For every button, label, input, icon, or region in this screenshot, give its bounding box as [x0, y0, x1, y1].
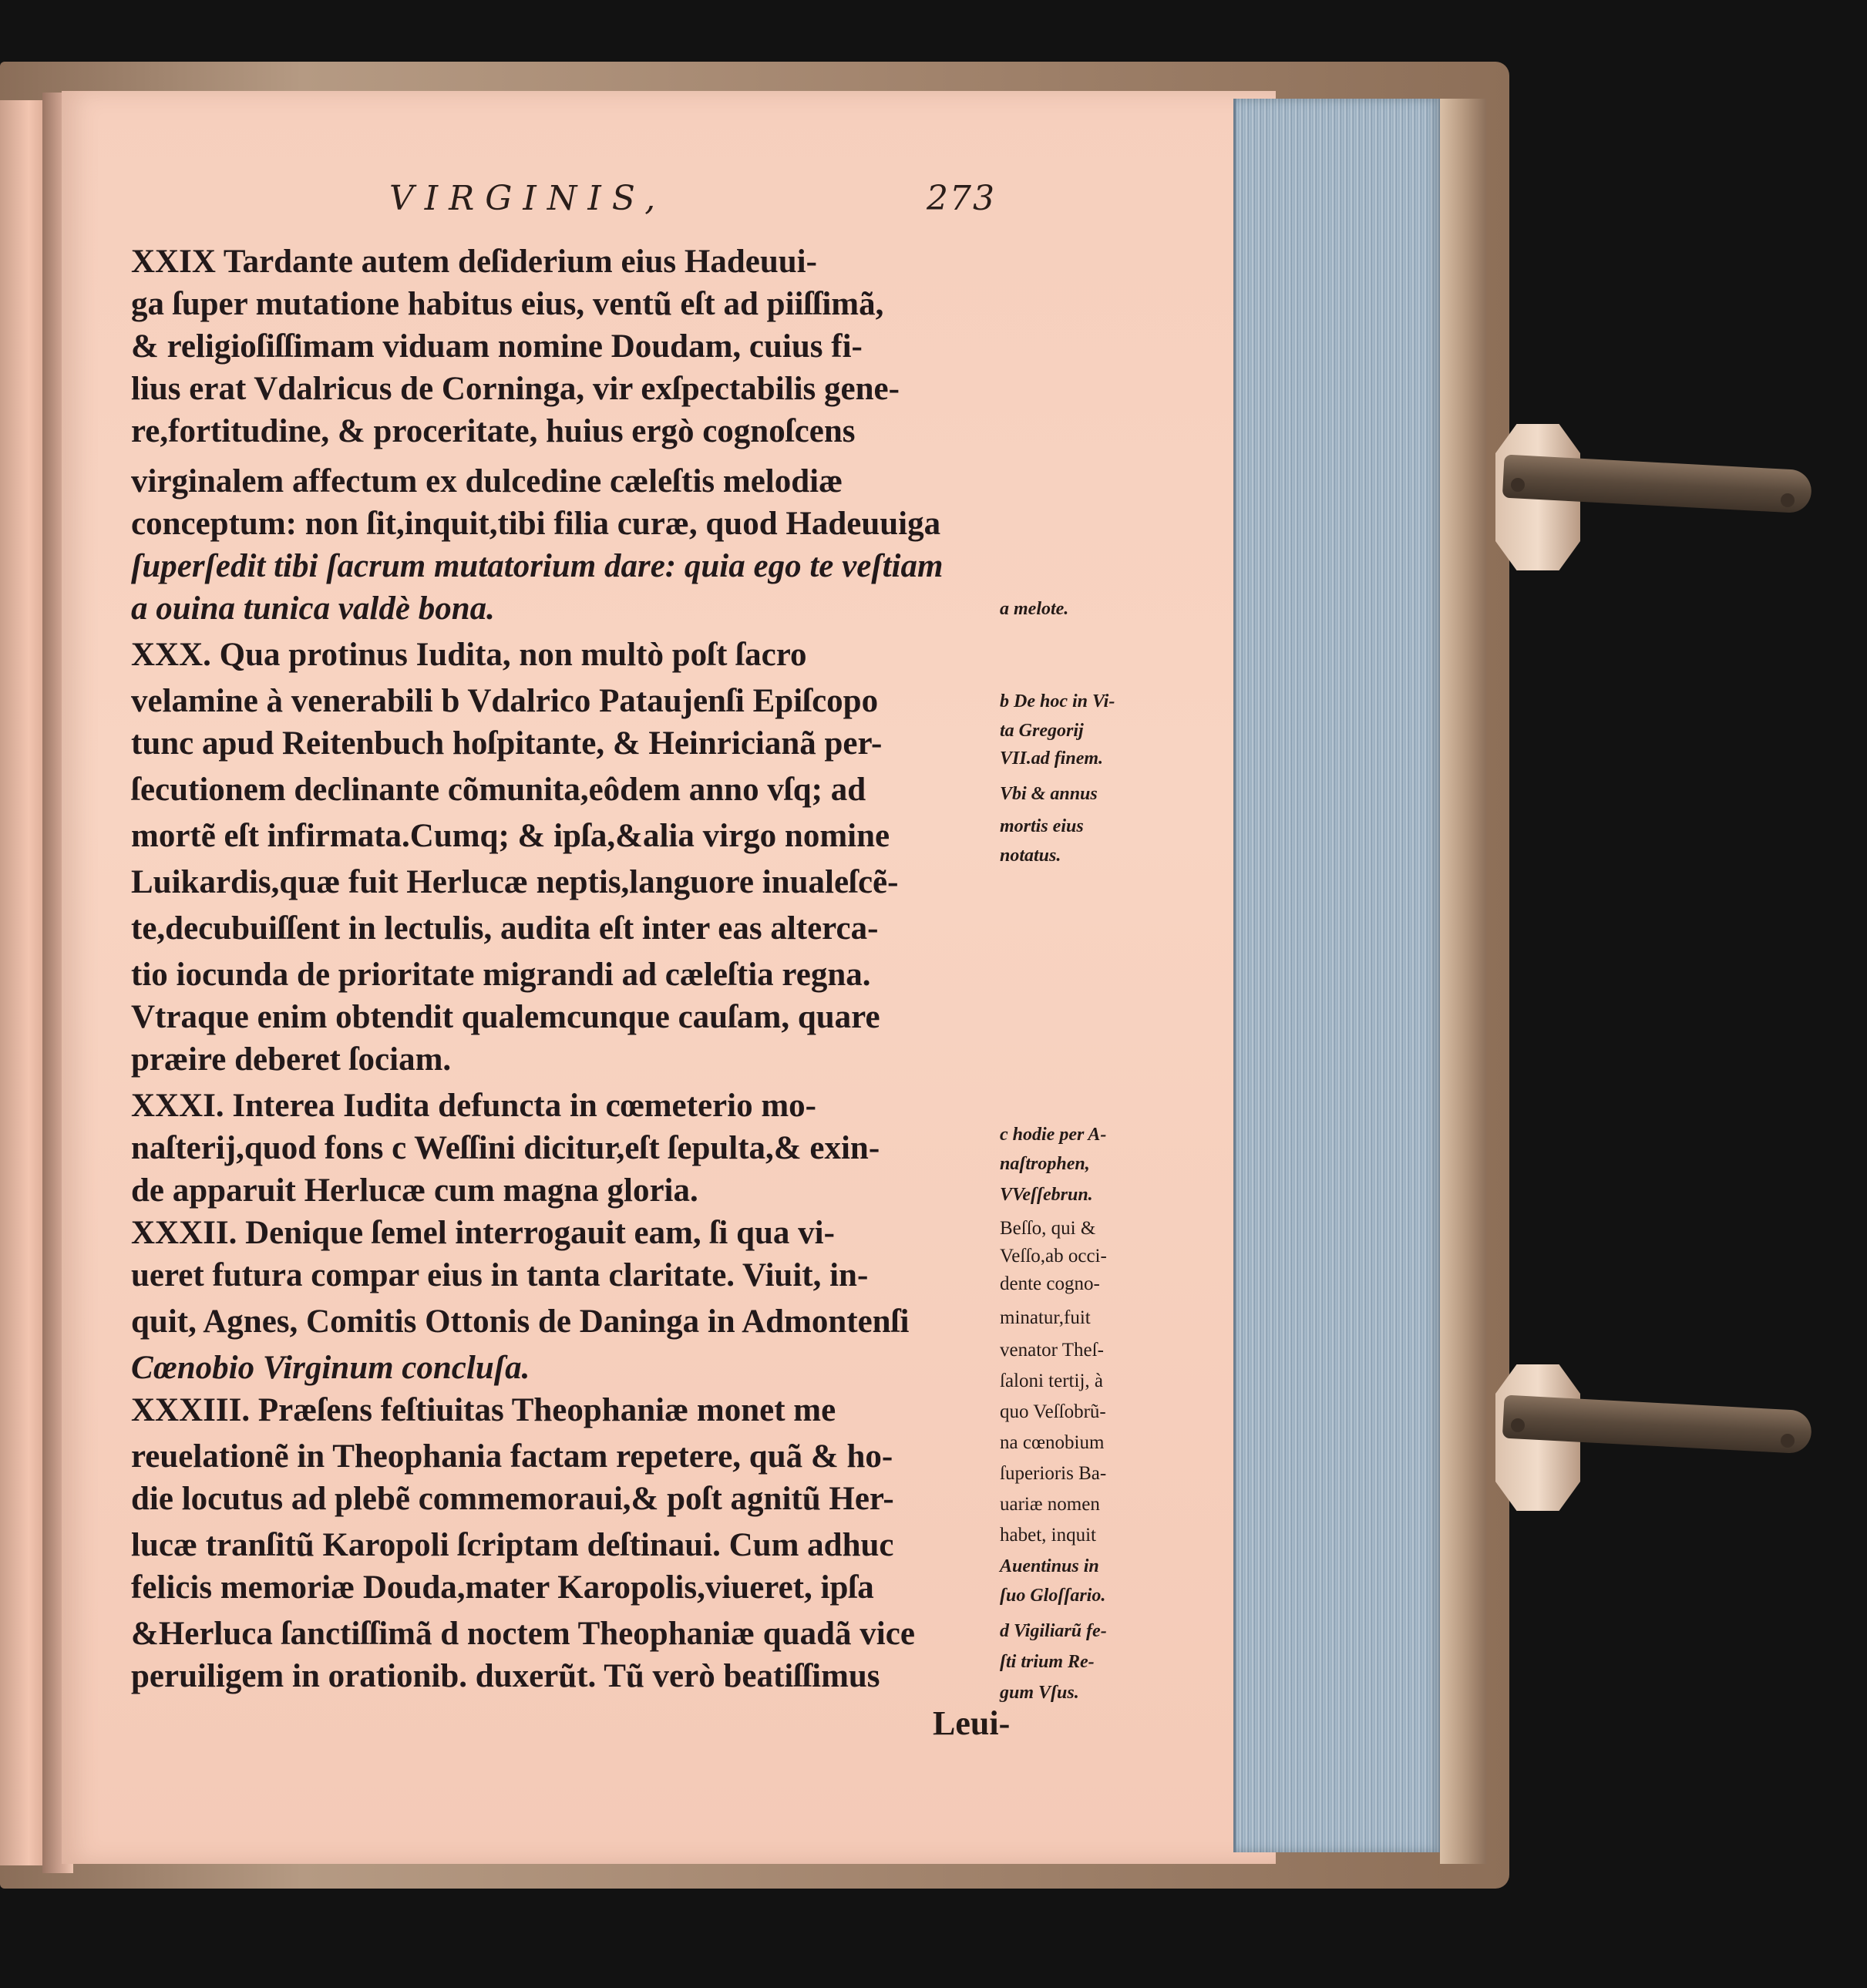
text-line: ſuperſedit tibi ſacrum mutatorium dare: quia ego te veſtiam — [131, 548, 944, 584]
text-line: ga ſuper mutatione habitus eius, ventũ eſt ad piiſſimã, — [131, 286, 884, 322]
text-line: XXXII. Denique ſemel interrogauit eam, ſi qua vi- — [131, 1215, 835, 1251]
text-line: virginalem affectum ex dulcedine cæleſtis melodiæ — [131, 463, 843, 500]
margin-note: ſti trium Re- — [1000, 1652, 1095, 1672]
margin-note: minatur,fuit — [1000, 1307, 1091, 1328]
text-line: & religioſiſſimam viduam nomine Doudam, cuius fi- — [131, 328, 863, 365]
fore-edge-cover — [1440, 99, 1486, 1864]
margin-note: ſuperioris Ba- — [1000, 1463, 1107, 1484]
text-line: Cœnobio Virginum concluſa. — [131, 1350, 530, 1386]
text-line: peruiligem in orationib. duxerũt. Tũ verò beatiſſimus — [131, 1658, 880, 1694]
text-line: XXXIII. Præſens feſtiuitas Theophaniæ monet me — [131, 1392, 836, 1428]
margin-note: c hodie per A- — [1000, 1125, 1107, 1145]
running-title: VIRGINIS, — [389, 179, 667, 218]
text-line: naſterij,quod fons c Weſſini dicitur,eſt ſepulta,& exin- — [131, 1130, 880, 1166]
text-line: præire deberet ſociam. — [131, 1041, 452, 1078]
text-line: velamine à venerabili b Vdalrico Pataujenſi Epiſcopo — [131, 683, 879, 719]
rivet-icon — [1511, 478, 1525, 492]
catchword: Leui- — [933, 1704, 1011, 1742]
margin-note: ſuo Gloſſario. — [1000, 1586, 1106, 1606]
left-page-edge — [0, 100, 48, 1865]
page-edges — [1233, 99, 1444, 1852]
text-line: te,decubuiſſent in lectulis, audita eſt inter eas alterca- — [131, 910, 879, 947]
text-line: Luikardis,quæ fuit Herlucæ neptis,languore inualeſcẽ- — [131, 864, 899, 900]
text-line: felicis memoriæ Douda,mater Karopolis,viueret, ipſa — [131, 1569, 874, 1606]
margin-note: ta Gregorij — [1000, 721, 1084, 741]
margin-note: uariæ nomen — [1000, 1494, 1100, 1515]
text-line: tunc apud Reitenbuch hoſpitante, & Heinricianã per- — [131, 725, 883, 762]
margin-note: Beſſo, qui & — [1000, 1218, 1096, 1239]
text-line: XXXI. Interea Iudita defuncta in cœmeterio mo- — [131, 1088, 816, 1124]
text-line: ueret futura compar eius in tanta claritate. Viuit, in- — [131, 1257, 869, 1293]
margin-note: ſaloni tertij, à — [1000, 1371, 1103, 1391]
margin-note: naſtrophen, — [1000, 1154, 1090, 1174]
margin-note: venator Theſ- — [1000, 1340, 1104, 1361]
text-line: die locutus ad plebẽ commemoraui,& poſt agnitũ Her- — [131, 1481, 894, 1517]
text-line: XXX. Qua protinus Iudita, non multò poſt ſacro — [131, 637, 807, 673]
margin-note: na cœnobium — [1000, 1432, 1105, 1453]
text-line: lius erat Vdalricus de Corninga, vir exſpectabilis gene- — [131, 371, 900, 407]
text-line: mortẽ eſt infirmata.Cumq; & ipſa,&alia virgo nomine — [131, 818, 890, 854]
page-number: 273 — [927, 179, 996, 218]
margin-note: a melote. — [1000, 599, 1069, 619]
text-line: reuelationẽ in Theophania factam repetere, quã & ho- — [131, 1438, 893, 1475]
text-line: quit, Agnes, Comitis Ottonis de Daninga in Admontenſi — [131, 1303, 910, 1340]
margin-note: gum Vſus. — [1000, 1683, 1079, 1703]
margin-note: VII.ad finem. — [1000, 748, 1104, 769]
text-line: re,fortitudine, & proceritate, huius ergò cognoſcens — [131, 413, 856, 449]
margin-note: dente cogno- — [1000, 1273, 1100, 1294]
text-line: &Herluca ſanctiſſimã d noctem Theophaniæ quadã vice — [131, 1616, 915, 1652]
text-line: conceptum: non ſit,inquit,tibi filia curæ, quod Hadeuuiga — [131, 506, 941, 542]
margin-note: Auentinus in — [1000, 1556, 1099, 1576]
rivet-icon — [1781, 1434, 1795, 1448]
margin-note: habet, inquit — [1000, 1525, 1096, 1546]
rivet-icon — [1511, 1418, 1525, 1432]
text-line: Vtraque enim obtendit qualemcunque cauſam, quare — [131, 999, 880, 1035]
text-line: de apparuit Herlucæ cum magna gloria. — [131, 1172, 698, 1209]
margin-note: quo Veſſobrũ- — [1000, 1401, 1106, 1422]
margin-note: VVeſſebrun. — [1000, 1185, 1093, 1205]
rivet-icon — [1781, 493, 1795, 507]
text-line: ſecutionem declinante cõmunita,eôdem anno vſq; ad — [131, 772, 866, 808]
margin-note: b De hoc in Vi- — [1000, 691, 1115, 711]
margin-note: Vbi & annus — [1000, 784, 1098, 804]
text-line: a ouina tunica valdè bona. — [131, 590, 495, 627]
margin-note: Veſſo,ab occi- — [1000, 1246, 1107, 1266]
margin-note: d Vigiliarũ fe- — [1000, 1621, 1107, 1641]
text-line: tio iocunda de prioritate migrandi ad cæleſtia regna. — [131, 957, 871, 993]
margin-note: mortis eius — [1000, 816, 1084, 836]
text-line: lucæ tranſitũ Karopoli ſcriptam deſtinaui. Cum adhuc — [131, 1527, 894, 1563]
running-head — [389, 179, 996, 218]
margin-note: notatus. — [1000, 846, 1061, 866]
text-line: XXIX Tardante autem deſiderium eius Hadeuui- — [131, 244, 817, 280]
